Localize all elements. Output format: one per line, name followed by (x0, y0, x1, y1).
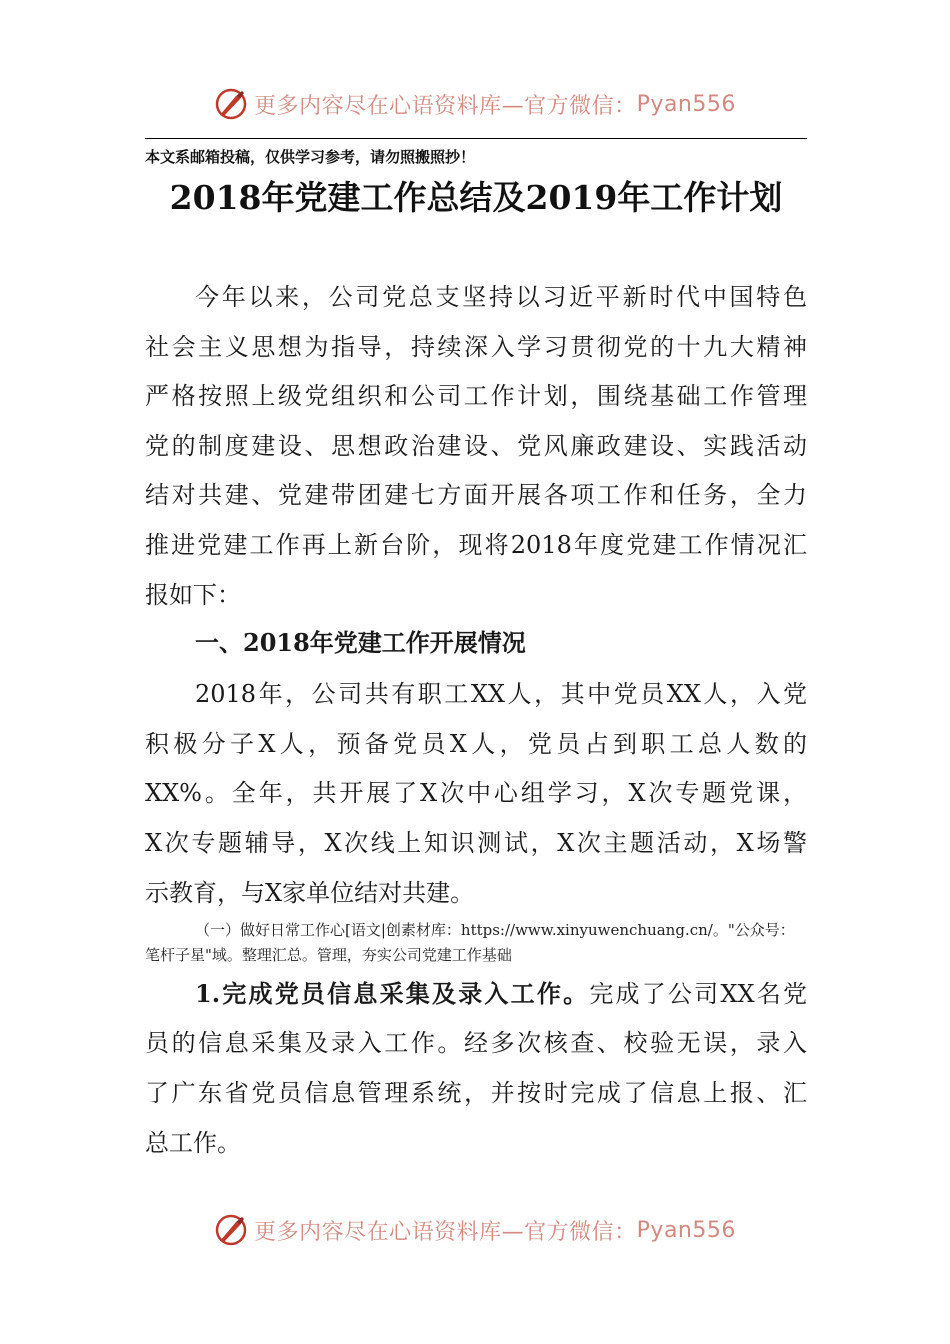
section-line: X次专题辅导，X次线上知识测试，X次主题活动，X场警 (145, 829, 807, 857)
section-heading: 一、2018年党建工作开展情况 (195, 628, 526, 657)
subsection-line: （一）做好日常工作心[语文|创素材库：https://www.xinyuwenchuang.cn/。"公众号： (195, 921, 795, 939)
watermark-banner-bottom (0, 1208, 950, 1252)
submission-notice: 本文系邮箱投稿，仅供学习参考，请勿照搬照抄！ (145, 148, 476, 166)
item1-title: 1.完成党员信息采集及录入工作。 (195, 979, 590, 1008)
watermark-text: 更多内容尽在心语资料库—官方微信： (254, 1219, 637, 1245)
document-title: 2018年党建工作总结及2019年工作计划 (169, 178, 783, 217)
item1-line: 了广东省党员信息管理系统，并按时完成了信息上报、汇 (145, 1079, 807, 1107)
item1-line: 员的信息采集及录入工作。经多次核查、校验无误，录入 (145, 1029, 807, 1057)
intro-line: 党的制度建设、思想政治建设、党风廉政建设、实践活动 (145, 432, 807, 460)
watermark-text: 更多内容尽在心语资料库—官方微信： (254, 93, 637, 119)
subsection-line: 笔杆子星"域。整理汇总。管理，夯实公司党建工作基础 (145, 946, 512, 964)
intro-line: 报如下： (145, 581, 241, 609)
item1-first-rest: 完成了公司XX名党 (589, 980, 808, 1008)
quill-pen-circle-icon (214, 87, 248, 121)
watermark-wechat-id: Pyan556 (636, 1217, 736, 1243)
watermark-wechat-id: Pyan556 (636, 91, 736, 117)
intro-line: 严格按照上级党组织和公司工作计划，围绕基础工作管理 (145, 382, 807, 410)
item1-first-line (195, 979, 807, 1009)
header-rule (145, 138, 807, 139)
intro-line: 推进党建工作再上新台阶，现将2018年度党建工作情况汇 (145, 531, 807, 559)
intro-line: 社会主义思想为指导，持续深入学习贯彻党的十九大精神 (145, 333, 807, 361)
watermark-banner-top (0, 82, 950, 126)
item1-line: 总工作。 (145, 1129, 241, 1157)
intro-line: 结对共建、党建带团建七方面开展各项工作和任务，全力 (145, 481, 807, 509)
quill-pen-circle-icon (214, 1213, 248, 1247)
section-line: 积极分子X人，预备党员X人，党员占到职工总人数的 (145, 730, 807, 758)
intro-line: 今年以来，公司党总支坚持以习近平新时代中国特色 (195, 283, 807, 311)
section-line: XX%。全年，共开展了X次中心组学习，X次专题党课， (145, 779, 807, 807)
section-line: 2018年，公司共有职工XX人，其中党员XX人，入党 (195, 680, 807, 708)
section-line: 示教育，与X家单位结对共建。 (145, 879, 475, 907)
